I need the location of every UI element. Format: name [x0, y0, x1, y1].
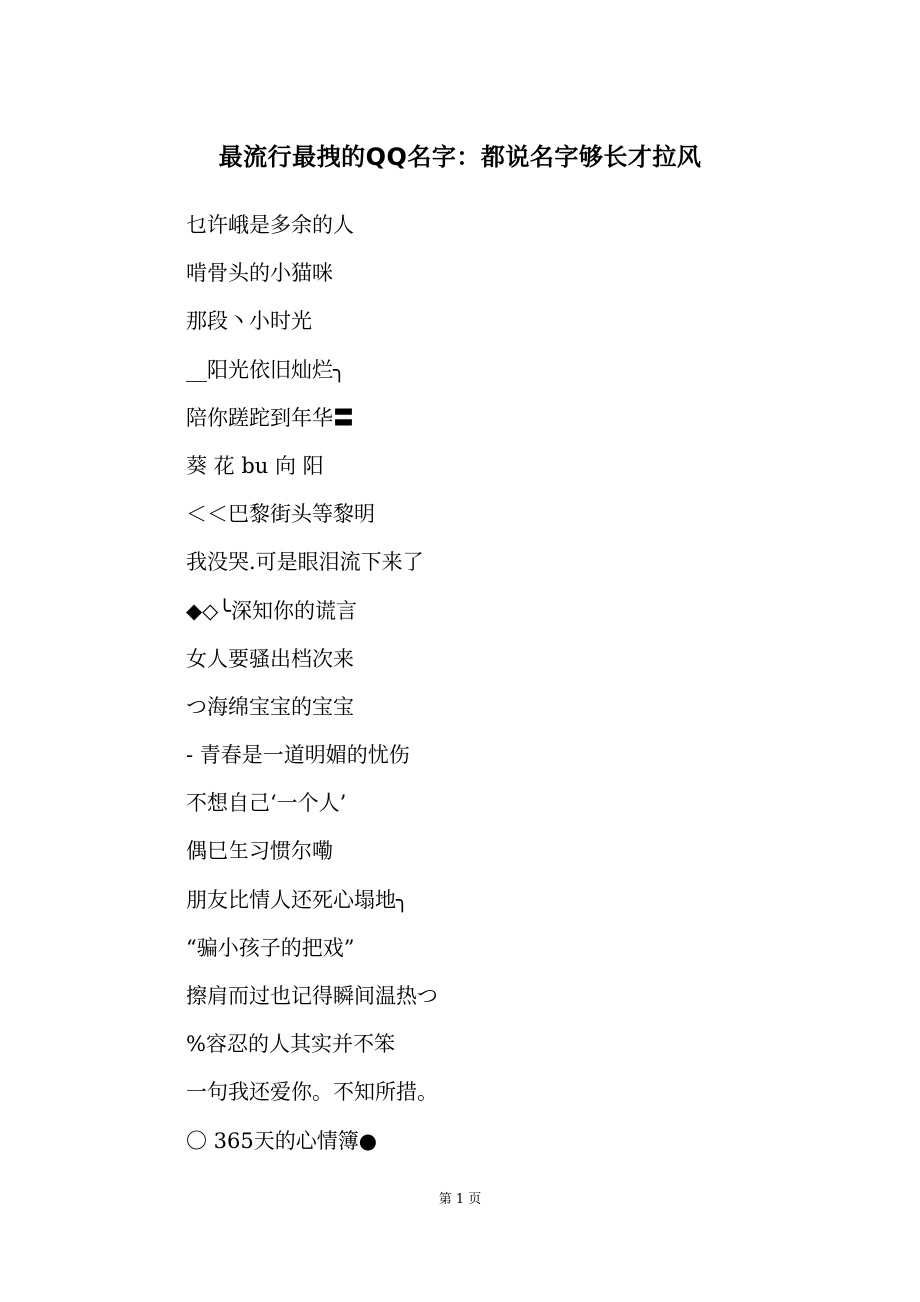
- page-number: 第 1 页: [438, 1192, 482, 1207]
- name-line: 擦肩而过也记得瞬间温热つ: [186, 984, 438, 1008]
- name-line: 〇 365天的心情簿●: [186, 1128, 378, 1153]
- name-line: 啃骨头的小猫咪: [186, 261, 333, 286]
- name-line: %容忍的人其实并不笨: [186, 1032, 395, 1057]
- name-line: “骗小孩子的把戏”: [186, 935, 355, 960]
- document-title: 最流行最拽的QQ名字：都说名字够长才拉风: [218, 143, 702, 171]
- name-line: 一句我还爱你。不知所措。: [186, 1080, 438, 1105]
- name-line: 乜许峨是多余的人: [186, 213, 354, 237]
- name-line: つ海绵宝宝的宝宝: [186, 694, 354, 719]
- name-line: - 青春是一道明媚的忧伤: [186, 743, 410, 768]
- name-line: ◆◇╰深知你的谎言: [186, 598, 357, 623]
- name-line: ＜＜巴黎街头等黎明: [186, 502, 375, 527]
- name-line: 女人要骚出档次来: [186, 646, 354, 671]
- name-line: 偶巳玍习惯尔嘞: [186, 839, 333, 864]
- name-line: 陪你蹉跎到年华〓: [186, 405, 354, 430]
- name-line: 葵 花 bu 向 阳: [186, 453, 324, 478]
- name-list: [186, 208, 438, 1172]
- name-line: 我没哭.可是眼泪流下来了: [186, 550, 424, 575]
- name-line: 朋友比情人还死心塌地╮: [186, 887, 409, 912]
- name-line: __阳光依旧灿烂╮: [186, 357, 346, 382]
- name-line: 不想自己‘一个人’: [186, 791, 347, 816]
- name-line: 那段丶小时光: [186, 309, 312, 334]
